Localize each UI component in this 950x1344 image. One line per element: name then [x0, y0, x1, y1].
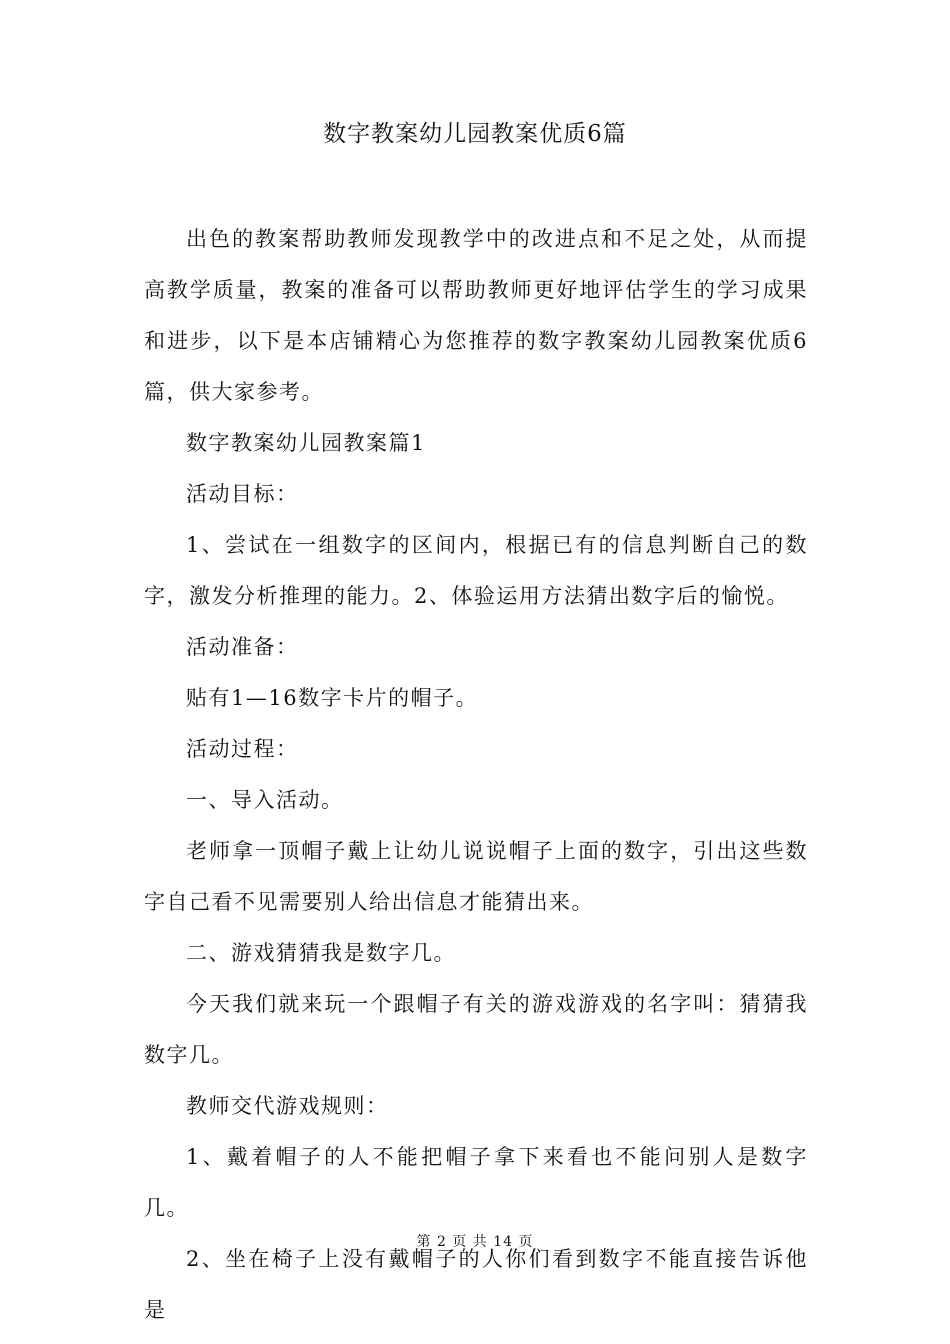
activity-process-heading: 活动过程：: [186, 737, 299, 761]
page-footer: 第 2 页 共 14 页: [416, 1234, 534, 1250]
step-two-heading: 二、游戏猜猜我是数字几。: [186, 941, 456, 965]
rule-one: 1、戴着帽子的人不能把帽子拿下来看也不能问别人是数字几。: [144, 1145, 808, 1220]
document-body: [144, 214, 808, 1336]
step-one-text: 老师拿一顶帽子戴上让幼儿说说帽子上面的数字，引出这些数字自己看不见需要别人给出信息才能猜出来。: [144, 839, 808, 914]
rules-heading: 教师交代游戏规则：: [186, 1094, 389, 1118]
step-two-text: 今天我们就来玩一个跟帽子有关的游戏游戏的名字叫：猜猜我数字几。: [144, 992, 808, 1067]
document-title: 数字教案幼儿园教案优质6篇: [323, 121, 627, 147]
intro-paragraph: 出色的教案帮助教师发现教学中的改进点和不足之处，从而提高教学质量，教案的准备可以帮助教师更好地评估学生的学习成果和进步，以下是本店铺精心为您推荐的数字教案幼儿园教案优质6篇，供大家参考。: [144, 227, 808, 404]
section-heading: 数字教案幼儿园教案篇1: [186, 431, 426, 455]
activity-goals-heading: 活动目标：: [186, 482, 299, 506]
activity-prep-heading: 活动准备：: [186, 635, 299, 659]
step-one-heading: 一、导入活动。: [186, 788, 344, 812]
rule-two: 2、坐在椅子上没有戴帽子的人你们看到数字不能直接告诉他是: [144, 1247, 808, 1322]
activity-goals-text: 1、尝试在一组数字的区间内，根据已有的信息判断自己的数字，激发分析推理的能力。2、体验运用方法猜出数字后的愉悦。: [144, 533, 808, 608]
activity-prep-text: 贴有1—16数字卡片的帽子。: [186, 686, 479, 710]
